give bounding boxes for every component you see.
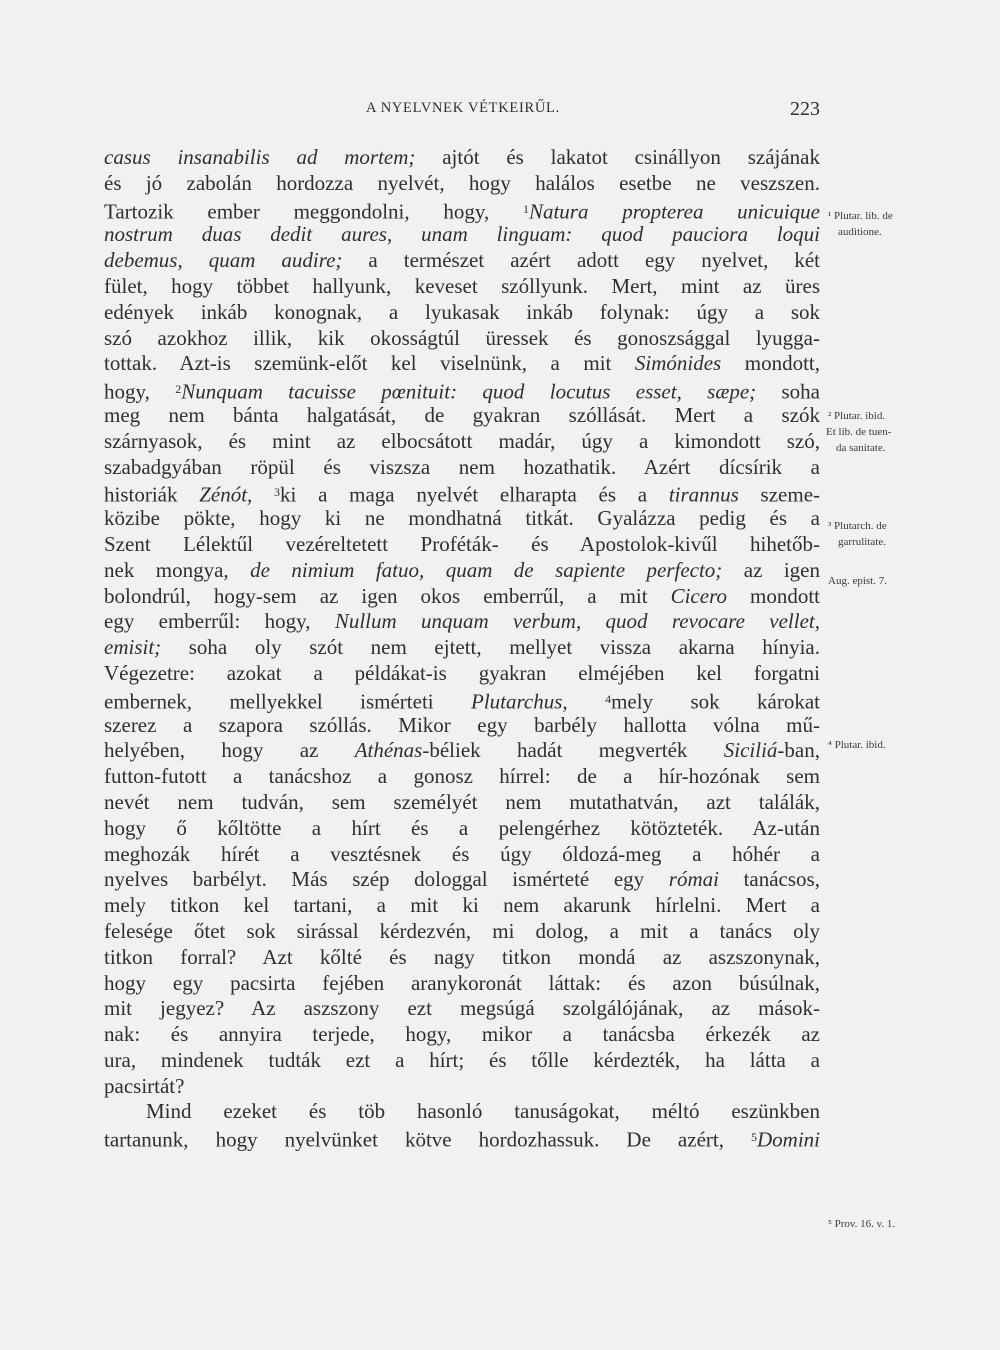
footnote-reference: 5: [751, 1130, 757, 1145]
margin-note: [828, 208, 893, 240]
italic-text: Siciliá: [723, 738, 778, 763]
text-line: [104, 351, 820, 377]
main-text: [104, 145, 820, 1151]
body-text: pacsirtát?: [104, 1073, 185, 1098]
text-line: [104, 584, 820, 610]
body-text: hogy egy pacsirta fejében aranykoronát láttak: és azon búsúlnak,: [104, 970, 820, 995]
page-number: 223: [790, 98, 820, 120]
italic-text: casus insanabilis ad mortem;: [104, 145, 416, 169]
text-line: [104, 145, 820, 171]
body-text: nak: és annyira terjede, hogy, mikor a tanácsba érkezék az: [104, 1022, 820, 1047]
body-text: Végezetre: azokat a példákat-is gyakran elméjében kel forgatni: [104, 660, 820, 685]
italic-text: debemus, quam audire;: [104, 248, 343, 273]
italic-text: Domini: [757, 1127, 820, 1152]
text-line: [104, 248, 820, 274]
body-text: szerez a szapora szóllás. Mikor egy barbély hallotta vólna mű-: [104, 712, 820, 737]
body-text: soha oly szót nem ejtett, mellyet vissza akarna hínyia.: [161, 635, 820, 660]
footnote-reference: 3: [274, 485, 281, 500]
text-line: [104, 687, 820, 713]
text-line: [104, 713, 820, 739]
page-header: [104, 100, 820, 124]
body-text: Tartozik ember meggondolni, hogy,: [104, 198, 523, 223]
text-line: [104, 635, 820, 661]
italic-text: Zénót,: [199, 482, 253, 507]
body-text: szárnyasok, és mint az elbocsátott madár, úgy a kimondott szó,: [104, 428, 820, 453]
body-text: -ban,: [777, 738, 820, 763]
body-text: szó azokhoz illik, kik okosságtúl üressek és gonoszsággal lyugga-: [104, 325, 820, 350]
italic-text: de nimium fatuo, quam de sapiente perfecto;: [250, 557, 723, 582]
body-text: a természet azért adott egy nyelvet, két: [342, 248, 821, 273]
italic-text: Simónides: [634, 351, 722, 376]
italic-text: emisit;: [104, 635, 162, 660]
body-text: tanácsos,: [718, 867, 820, 892]
margin-note: [828, 573, 887, 589]
text-line: [104, 222, 820, 248]
italic-text: Athénas: [354, 738, 423, 763]
running-title: A NYELVNEK VÉTKEIRŰL.: [366, 100, 560, 116]
italic-text: római: [668, 867, 719, 892]
body-text: helyében, hogy az: [104, 738, 355, 763]
body-text: hogy,: [104, 379, 176, 404]
margin-note-line: ¹ Plutar. lib. de: [828, 210, 893, 222]
italic-text: nostrum duas dedit aures, unam linguam: quod pauciora loqui: [104, 222, 820, 247]
body-text: Szent Lélektűl vezéreltetett Proféták- és Apostolok-kivűl hihetőb-: [104, 531, 820, 556]
body-text: szeme-: [738, 482, 821, 507]
body-text: ajtót és lakatot csinállyon szájának: [415, 145, 821, 169]
text-line: [104, 945, 820, 971]
italic-text: Cicero: [670, 583, 727, 608]
text-line: [104, 661, 820, 687]
text-line: [104, 971, 820, 997]
margin-notes: [828, 0, 998, 1350]
body-text: bolondrúl, hogy-sem az igen okos emberrűl, a mit: [104, 583, 671, 608]
body-text: fület, hogy többet hallyunk, keveset szóllyunk. Mert, mint az üres: [104, 273, 820, 298]
body-text: szabadgyában röpül és viszsza nem hozathatik. Azért dícsírik a: [104, 454, 820, 479]
body-text: meghozák hírét a vesztésnek és úgy óldozá-meg a hóhér a: [104, 841, 820, 866]
margin-note: [828, 408, 891, 456]
text-line: [104, 429, 820, 455]
text-line: [104, 326, 820, 352]
body-text: hogy ő kőltötte a hírt és a pelengérhez kötözteték. Az-után: [104, 815, 820, 840]
body-text: ura, mindenek tudták ezt a hírt; és tőlle kérdezték, ha látta a: [104, 1047, 820, 1072]
body-text: nek mongya,: [104, 557, 251, 582]
margin-note: [828, 518, 887, 550]
margin-note-line: garrulitate.: [838, 536, 886, 548]
body-text: edények inkáb konognak, a lyukasak inkáb folynak: úgy a sok: [104, 299, 820, 324]
margin-note-line: ² Plutar. ibid.: [828, 410, 886, 422]
text-line: [104, 1074, 820, 1100]
body-text: mondott: [726, 583, 820, 608]
text-line: [104, 609, 820, 635]
body-text: és jó zabolán hordozza nyelvét, hogy halálos esetbe ne veszszen.: [104, 170, 820, 195]
body-text: ki a maga nyelvét elharapta és a: [280, 482, 669, 507]
margin-note-line: Aug. epist. 7.: [828, 575, 887, 587]
text-line: [104, 919, 820, 945]
body-text: historiák: [104, 482, 200, 507]
italic-text: Plutarchus,: [471, 689, 568, 714]
italic-text: Nunquam tacuisse pœnituit: quod locutus esset, sæpe;: [181, 379, 757, 404]
text-line: [104, 532, 820, 558]
margin-note: [828, 1216, 895, 1232]
italic-text: Natura propterea unicuique: [528, 198, 820, 223]
body-text: futton-futott a tanácshoz a gonosz hírrel: de a hír-hozónak sem: [104, 764, 820, 789]
text-line: [104, 764, 820, 790]
footnote-reference: 2: [175, 382, 182, 397]
body-text: Mind ezeket és töb hasonló tanuságokat, méltó eszünkben: [146, 1099, 820, 1124]
body-text: mit jegyez? Az aszszony ezt megsúgá szolgálójának, az mások-: [104, 996, 820, 1021]
text-line: [104, 996, 820, 1022]
margin-note: [828, 737, 886, 753]
margin-note-line: ⁴ Plutar. ibid.: [828, 739, 886, 751]
text-line: [104, 558, 820, 584]
text-line: [104, 893, 820, 919]
footnote-reference: 4: [605, 691, 612, 706]
text-line: [104, 403, 820, 429]
text-line: [104, 1099, 820, 1125]
body-text: tottak. Azt-is szemünk-előt kel viselnünk, a mit: [104, 351, 635, 376]
footnote-reference: 1: [522, 201, 529, 216]
body-text: [252, 483, 274, 507]
margin-note-line: auditione.: [838, 226, 882, 238]
text-line: [104, 480, 820, 506]
body-text: tartanunk, hogy nyelvünket kötve hordozhassuk. De azért,: [104, 1127, 751, 1152]
text-line: [104, 506, 820, 532]
text-line: [104, 790, 820, 816]
body-text: egy emberrűl: hogy,: [104, 609, 335, 634]
text-line: [104, 842, 820, 868]
text-line: [104, 377, 820, 403]
text-line: [104, 1048, 820, 1074]
text-line: [104, 1022, 820, 1048]
margin-note-line: Et lib. de tuen-: [826, 426, 892, 438]
text-line: [104, 867, 820, 893]
italic-text: Nullum unquam verbum, quod revocare vellet,: [334, 609, 820, 634]
body-text: meg nem bánta halgatását, de gyakran szóllását. Mert a szók: [104, 402, 820, 427]
body-text: soha: [756, 379, 820, 404]
body-text: -béliek hadát megverték: [422, 738, 724, 763]
text-line: [104, 1125, 820, 1151]
body-text: nevét nem tudván, sem személyét nem mutathatván, azt találák,: [104, 789, 820, 814]
text-line: [104, 455, 820, 481]
body-text: mondott,: [721, 351, 820, 376]
margin-note-line: ⁵ Prov. 16. v. 1.: [828, 1218, 896, 1230]
body-text: felesége őtet sok sirással kérdezvén, mi dolog, a mit a tanács oly: [104, 918, 820, 943]
text-line: [104, 274, 820, 300]
text-line: [104, 197, 820, 223]
body-text: mely sok károkat: [611, 689, 820, 714]
margin-note-line: da sanitate.: [836, 442, 886, 454]
body-text: mely titkon kel tartani, a mit ki nem akarunk hírlelni. Mert a: [104, 893, 820, 918]
body-text: közibe pökte, hogy ki ne mondhatná titkát. Gyalázza pedig és a: [104, 506, 820, 531]
body-text: embernek, mellyekkel ismérteti: [104, 689, 472, 714]
text-line: [104, 738, 820, 764]
body-text: titkon forral? Azt kőlté és nagy titkon mondá az aszszonynak,: [104, 944, 820, 969]
margin-note-line: ³ Plutarch. de: [828, 520, 887, 532]
body-text: nyelves barbélyt. Más szép dologgal ismérteté egy: [104, 867, 669, 892]
body-text: [568, 689, 605, 713]
text-line: [104, 171, 820, 197]
body-text: az igen: [722, 557, 820, 582]
text-line: [104, 816, 820, 842]
italic-text: tirannus: [668, 482, 739, 507]
text-line: [104, 300, 820, 326]
